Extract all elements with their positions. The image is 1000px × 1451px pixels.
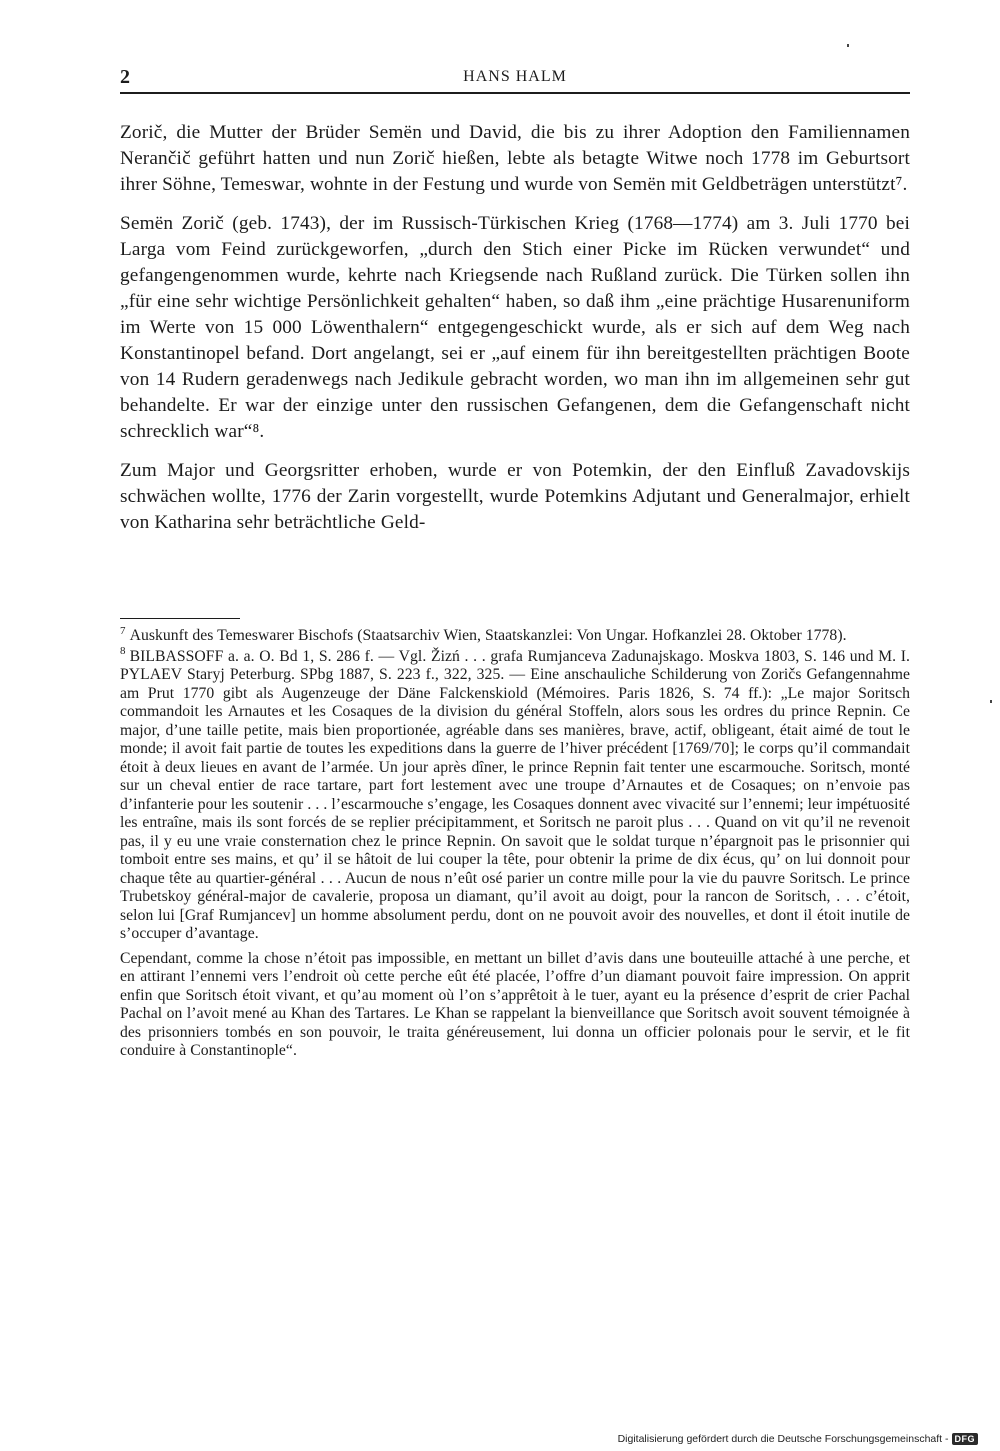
- footnotes: [120, 624, 910, 1063]
- main-text: [120, 120, 910, 549]
- footnote-7: [120, 624, 910, 646]
- footnote-continuation: Cependant, comme la chose n’étoit pas impossible, en mettant un billet d’avis dans une bouteuille attaché à une perche, et en attirant l’ennemi vers l’endroit où cette perche eût été placée, l’offre d’un diamant pouvoit faire impression. On apprit enfin que Soritsch étoit vivant, et qu’au moment où l’on s’apprêtoit à le tuer, ayant eu la présence d’esprit de crier Pachal Pachal on l’avoit mené au Khan des Tartares. Le Khan se rappelant la bienveillance que Soritsch avoit souvent témoignée à des prisonniers tombés en son pouvoir, le traita généreusement, lui donna un officier polonais pour le servir, et le fit conduire à Constantinople“.: [120, 949, 910, 1059]
- dfg-logo: DFG: [952, 1433, 979, 1445]
- footnote-text: Auskunft des Temeswarer Bischofs (Staatsarchiv Wien, Staatskanzlei: Von Ungar. Hofkanzlei 28. Oktober 1778).: [129, 627, 847, 644]
- paragraph: Zum Major und Georgsritter erhoben, wurde er von Potemkin, der den Einfluß Zavadovskijs schwächen wollte, 1776 der Zarin vorgestellt, wurde Potemkins Adjutant und Generalmajor, erhielt von Katharina sehr beträchtliche Geld-: [120, 460, 910, 533]
- footnote-separator: [120, 618, 240, 619]
- scan-speck: [847, 44, 849, 47]
- paragraph: Zorič, die Mutter der Brüder Semën und David, die bis zu ihrer Adoption den Familiennamen Nerančič geführt hatten und nun Zorič hießen, lebte als betagte Witwe noch 1778 im Geburtsort ihrer Söhne, Temeswar, wohnte in der Festung und wurde von Semën mit Geldbeträgen unterstützt⁷.: [120, 122, 910, 195]
- running-head-author: HANS HALM: [463, 68, 567, 85]
- paragraph: Semën Zorič (geb. 1743), der im Russisch-Türkischen Krieg (1768—1774) am 3. Juli 1770 bei Larga vom Feind zurückgeworfen, „durch den Stich einer Picke im Rücken verwundet“ und gefangengenommen wurde, kehrte nach Kriegsende nach Rußland zurück. Die Türken sollen ihn „für eine sehr wichtige Persönlichkeit gehalten“ haben, so daß ihm „eine prächtige Husarenuniform im Werte von 15 000 Löwenthalern“ entgegengeschickt wurde, als er sich auf dem Weg nach Konstantinopel befand. Dort angelangt, sei er „auf einem für ihn bereitgestellten prächtigen Boote von 14 Rudern geradenwegs nach Jedikule gebracht worden, wo man ihn im allgemeinen sehr gut behandelte. Er war der einzige unter den russischen Gefangenen, dem die Gefangenschaft nicht schrecklich war“⁸.: [120, 213, 910, 442]
- scan-speck: [990, 700, 992, 703]
- funding-text: Digitalisierung gefördert durch die Deutsche Forschungsgemeinschaft -: [617, 1433, 949, 1445]
- running-header: [120, 64, 910, 94]
- page-number: 2: [120, 66, 130, 88]
- funding-note: [618, 1433, 978, 1445]
- footnote-mark: 8: [120, 645, 126, 658]
- footnote-mark: 7: [120, 624, 126, 637]
- footnote-text: BILBASSOFF a. a. O. Bd 1, S. 286 f. — Vgl. Žizń . . . grafa Rumjanceva Zadunajskago. Moskva 1803, S. 146 und M. I. PYLAEV Staryj Peterburg. SPbg 1887, S. 223 f., 322, 325. — Eine anschauliche Schilderung von Zoričs Gefangennahme am Prut 1770 gibt als Augenzeuge der Däne Falckenskiold (Mémoires. Paris 1826, S. 74 ff.): „Le major Soritsch commandoit les Arnautes et les Cosaques de la division du général Stoffeln, alors sous les ordres du prince Repnin. Ce major, d’une taille petite, mais bien proportionée, agréable dans ses manières, brave, actif, obligeant, était aimé de tout le monde; il avoit fait partie de toutes les expeditions dans la guerre de l’hiver précédent [1769/70]; le corps qu’il commandait étoit à deux lieues en avant de l’armée. Un jour après dîner, le prince Repnin fait tenter une escarmouche. Soritsch, monté sur un cheval entier de race tartare, part fort lestement avec une troupe d’Arnautes et de Cosaques; on n’envoie pas d’infanterie pour les soutenir . . . l’escarmouche s’engage, les Cosaques donnent avec vivacité sur l’ennemi; leur impétuosité les entraîne, mais ils sont forcés de se replier précipitamment, et Soritsch ne paroit plus . . . Quand on vit qu’il ne revenoit pas, il y eu une vraie consternation chez le prince Repnin. On savoit que le soldat turque n’épargnoit pas le prisonnier qui tomboit entre ses mains, et qu’ il se hâtoit de lui couper la tête, pour obtenir la prime de dix écus, qu’ on lui donnoit pour chaque tête au quartier-général . . . Aucun de nous n’eût osé parier un contre mille pour la vie du pauvre Soritsch. Le prince Trubetskoy général-major de cavalerie, proposa un diamant, qu’il avoit au doigt, pour la rancon de Soritsch, . . . c’étoit, selon lui [Graf Rumjancev] un homme absolument perdu, dont on ne pouvoit avoir des nouvelles, et dont il étoit inutile de s’occuper d’avantage.: [120, 647, 910, 942]
- footnote-8: [120, 645, 910, 944]
